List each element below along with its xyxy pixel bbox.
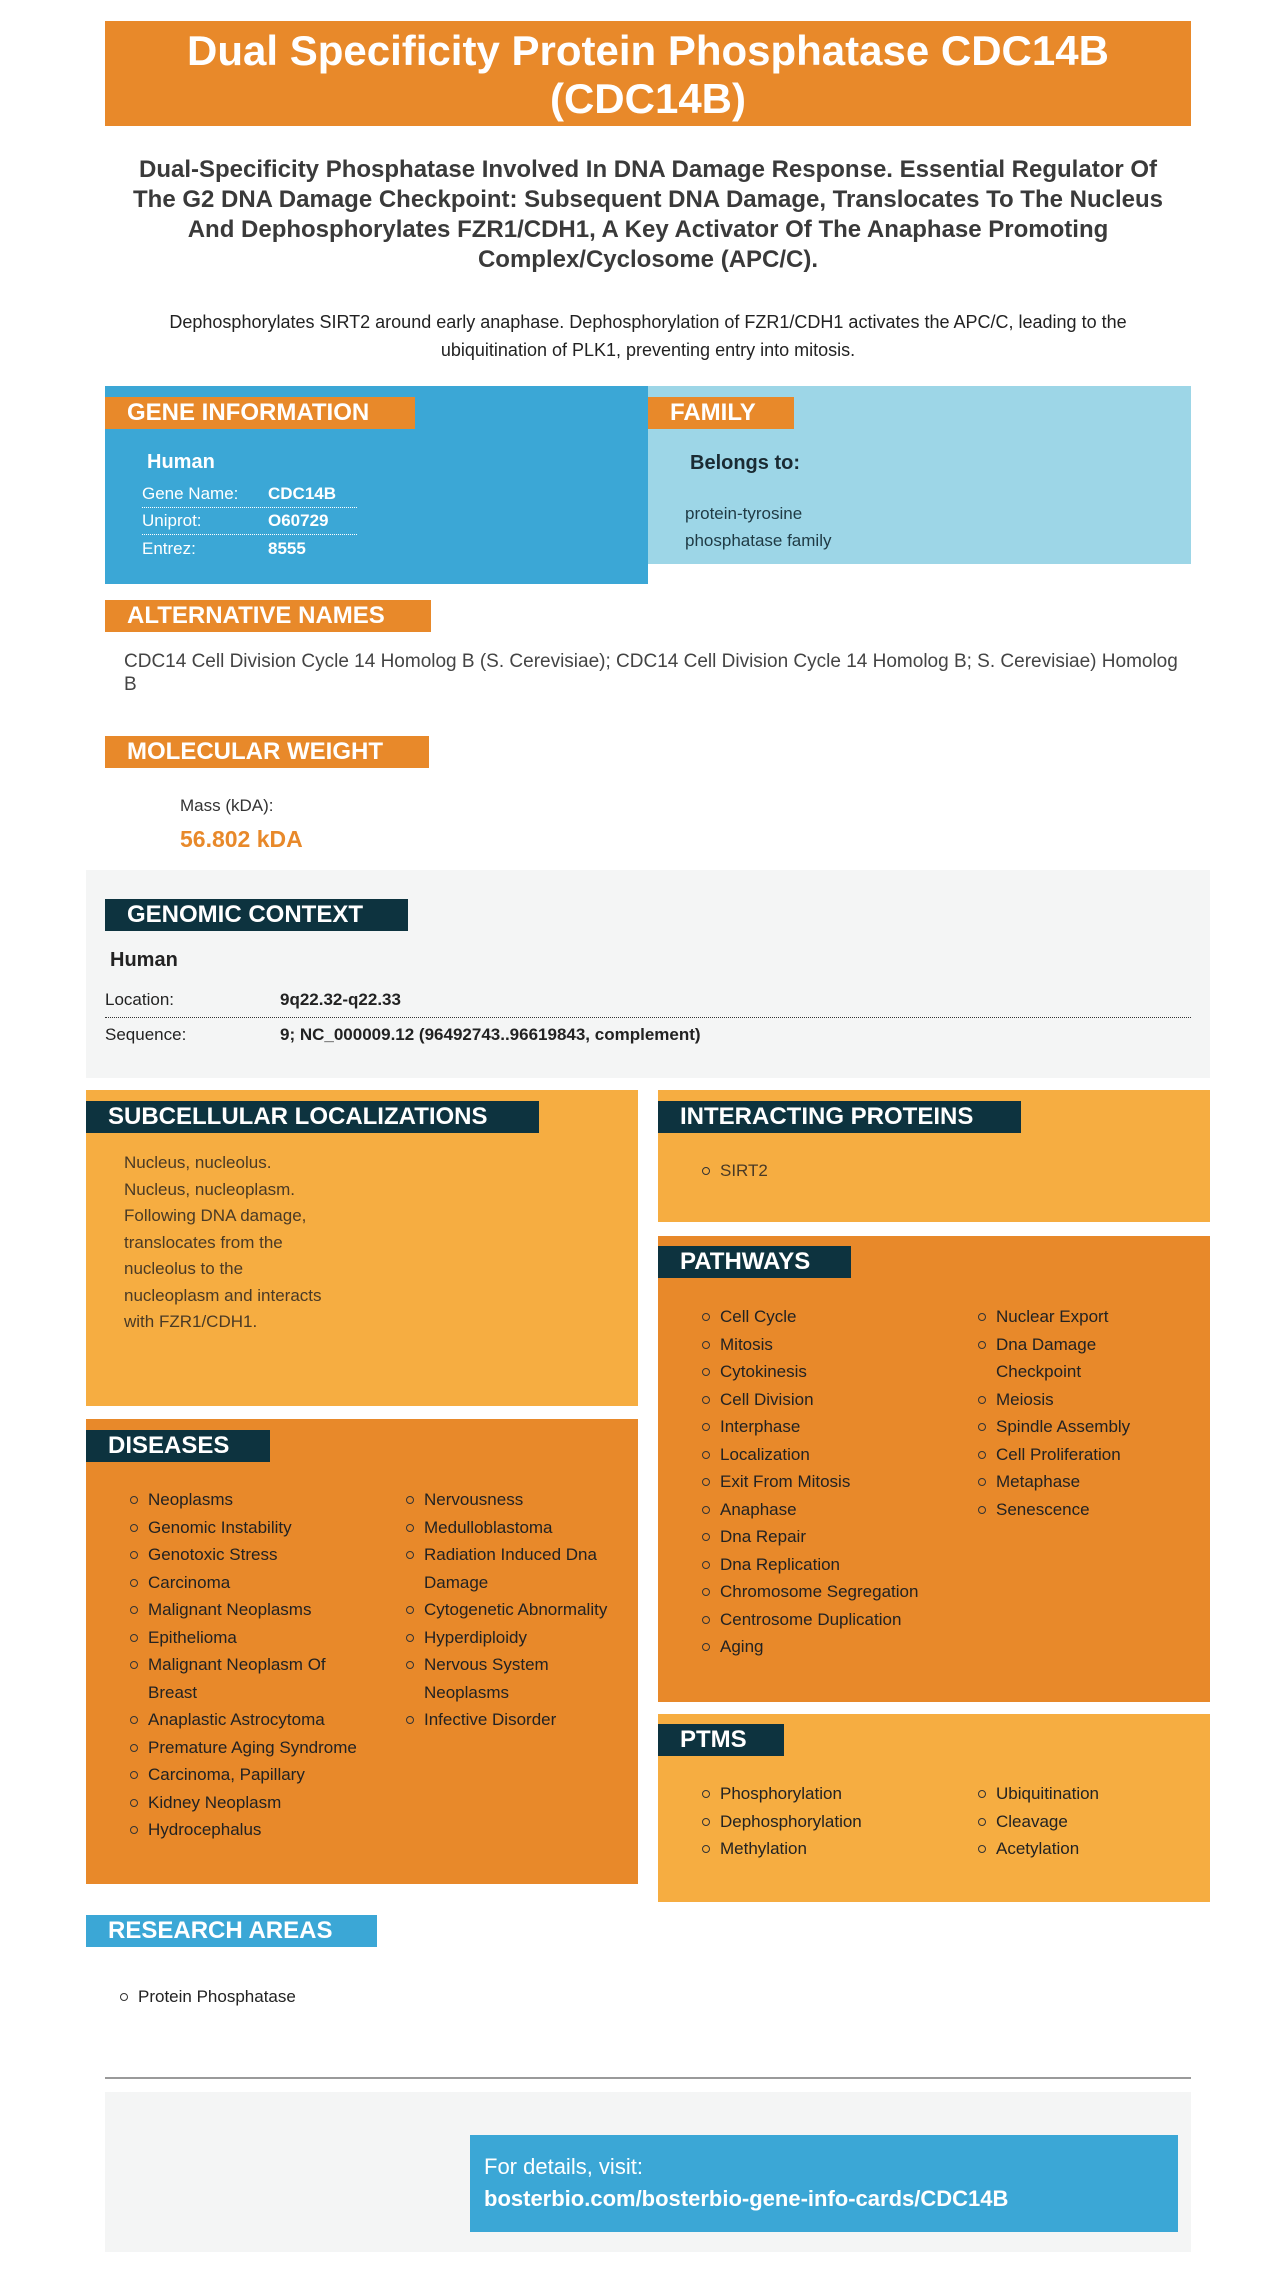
list-item: Cell Proliferation <box>976 1441 1156 1469</box>
ptms-list-col1 <box>700 1780 940 1863</box>
ptms-header: PTMS <box>658 1724 784 1756</box>
list-item: Cell Division <box>700 1386 940 1414</box>
sequence-value: 9; NC_000009.12 (96492743..96619843, complement) <box>280 1025 701 1044</box>
mass-value: 56.802 kDA <box>180 826 303 852</box>
entrez-row <box>142 536 357 563</box>
family-value: protein-tyrosine phosphatase family <box>685 504 832 550</box>
family-belongs-label: Belongs to: <box>690 452 800 474</box>
page-title: Dual Specificity Protein Phosphatase CDC14B (CDC14B) <box>105 21 1191 126</box>
list-item: Interphase <box>700 1413 940 1441</box>
uniprot-value: O60729 <box>268 511 329 530</box>
list-item: Mitosis <box>700 1331 940 1359</box>
alternative-names-text: CDC14 Cell Division Cycle 14 Homolog B (S. Cerevisiae); CDC14 Cell Division Cycle 14 Homolog B; S. Cerevisiae) Homolog B <box>124 651 1178 695</box>
list-item: Exit From Mitosis <box>700 1468 940 1496</box>
genomic-context-header: GENOMIC CONTEXT <box>105 899 408 931</box>
list-item: Cytogenetic Abnormality <box>404 1596 624 1624</box>
footer-divider <box>105 2077 1191 2079</box>
list-item: SIRT2 <box>700 1157 768 1185</box>
sequence-label: Sequence: <box>105 1025 187 1044</box>
list-item: Dna Damage Checkpoint <box>976 1331 1156 1386</box>
genomic-species: Human <box>110 949 178 971</box>
list-item: Hyperdiploidy <box>404 1624 624 1652</box>
pathways-header: PATHWAYS <box>658 1246 851 1278</box>
list-item: Genotoxic Stress <box>128 1541 358 1569</box>
mass-label: Mass (kDA): <box>180 796 274 815</box>
diseases-list-col1 <box>128 1486 358 1844</box>
family-header: FAMILY <box>648 397 794 429</box>
list-item: Infective Disorder <box>404 1706 624 1734</box>
ptms-list-col2 <box>976 1780 1156 1863</box>
list-item: Malignant Neoplasm Of Breast <box>128 1651 358 1706</box>
gene-name-row <box>142 481 357 508</box>
list-item: Radiation Induced Dna Damage <box>404 1541 624 1596</box>
details-url-link[interactable]: bosterbio.com/bosterbio-gene-info-cards/CDC14B <box>484 2186 1009 2211</box>
list-item: Epithelioma <box>128 1624 358 1652</box>
subcellular-text: Nucleus, nucleolus. Nucleus, nucleoplasm. Following DNA damage, translocates from the nucleolus to the nucleoplasm and interacts with FZR1/CDH1. <box>124 1153 322 1331</box>
pathways-list-col1 <box>700 1303 940 1661</box>
list-item: Senescence <box>976 1496 1156 1524</box>
list-item: Localization <box>700 1441 940 1469</box>
subcellular-header: SUBCELLULAR LOCALIZATIONS <box>86 1101 539 1133</box>
research-areas-header: RESEARCH AREAS <box>86 1915 377 1947</box>
list-item: Dna Replication <box>700 1551 940 1579</box>
list-item: Kidney Neoplasm <box>128 1789 358 1817</box>
gene-information-header: GENE INFORMATION <box>105 397 415 429</box>
list-item: Nervousness <box>404 1486 624 1514</box>
list-item: Acetylation <box>976 1835 1156 1863</box>
list-item: Spindle Assembly <box>976 1413 1156 1441</box>
alternative-names-header: ALTERNATIVE NAMES <box>105 600 431 632</box>
pathways-list-col2 <box>976 1303 1156 1523</box>
interacting-proteins-list <box>700 1157 768 1185</box>
list-item: Anaplastic Astrocytoma <box>128 1706 358 1734</box>
entrez-value: 8555 <box>268 539 306 558</box>
list-item: Cleavage <box>976 1808 1156 1836</box>
list-item: Ubiquitination <box>976 1780 1156 1808</box>
location-label: Location: <box>105 990 174 1009</box>
list-item: Dephosphorylation <box>700 1808 940 1836</box>
details-link-box[interactable] <box>470 2135 1178 2232</box>
location-value: 9q22.32-q22.33 <box>280 990 401 1009</box>
list-item: Premature Aging Syndrome <box>128 1734 358 1762</box>
list-item: Malignant Neoplasms <box>128 1596 358 1624</box>
list-item: Chromosome Segregation <box>700 1578 940 1606</box>
research-areas-list <box>118 1983 296 2011</box>
list-item: Aging <box>700 1633 940 1661</box>
list-item: Medulloblastoma <box>404 1514 624 1542</box>
molecular-weight-header: MOLECULAR WEIGHT <box>105 736 429 768</box>
list-item: Centrosome Duplication <box>700 1606 940 1634</box>
gene-name-value: CDC14B <box>268 484 337 503</box>
list-item: Cytokinesis <box>700 1358 940 1386</box>
list-item: Cell Cycle <box>700 1303 940 1331</box>
gene-info-species: Human <box>147 451 215 473</box>
list-item: Meiosis <box>976 1386 1156 1414</box>
details-label: For details, visit: <box>484 2154 643 2179</box>
list-item: Nervous System Neoplasms <box>404 1651 624 1706</box>
list-item: Anaphase <box>700 1496 940 1524</box>
protein-summary: Dephosphorylates SIRT2 around early anaphase. Dephosphorylation of FZR1/CDH1 activates the APC/C, leading to the ubiquitination of PLK1, preventing entry into mitosis. <box>169 312 1127 360</box>
list-item: Methylation <box>700 1835 940 1863</box>
entrez-label: Entrez: <box>142 539 196 558</box>
list-item: Protein Phosphatase <box>118 1983 296 2011</box>
diseases-header: DISEASES <box>86 1430 270 1462</box>
list-item: Hydrocephalus <box>128 1816 358 1844</box>
list-item: Nuclear Export <box>976 1303 1156 1331</box>
uniprot-label: Uniprot: <box>142 511 202 530</box>
list-item: Dna Repair <box>700 1523 940 1551</box>
uniprot-row <box>142 508 357 535</box>
sequence-row <box>105 1019 1191 1053</box>
location-row <box>105 984 1191 1018</box>
list-item: Metaphase <box>976 1468 1156 1496</box>
list-item: Genomic Instability <box>128 1514 358 1542</box>
list-item: Carcinoma, Papillary <box>128 1761 358 1789</box>
protein-description: Dual-Specificity Phosphatase Involved In DNA Damage Response. Essential Regulator Of The G2 DNA Damage Checkpoint: Subsequent DNA Damage, Translocates To The Nucleus And Dephosphorylates FZR1/CDH1, A Key Activator Of The Anaphase Promoting Complex/Cyclosome (APC/C). <box>133 156 1163 273</box>
gene-name-label: Gene Name: <box>142 484 239 503</box>
list-item: Neoplasms <box>128 1486 358 1514</box>
diseases-list-col2 <box>404 1486 624 1734</box>
list-item: Carcinoma <box>128 1569 358 1597</box>
list-item: Phosphorylation <box>700 1780 940 1808</box>
interacting-proteins-header: INTERACTING PROTEINS <box>658 1101 1021 1133</box>
